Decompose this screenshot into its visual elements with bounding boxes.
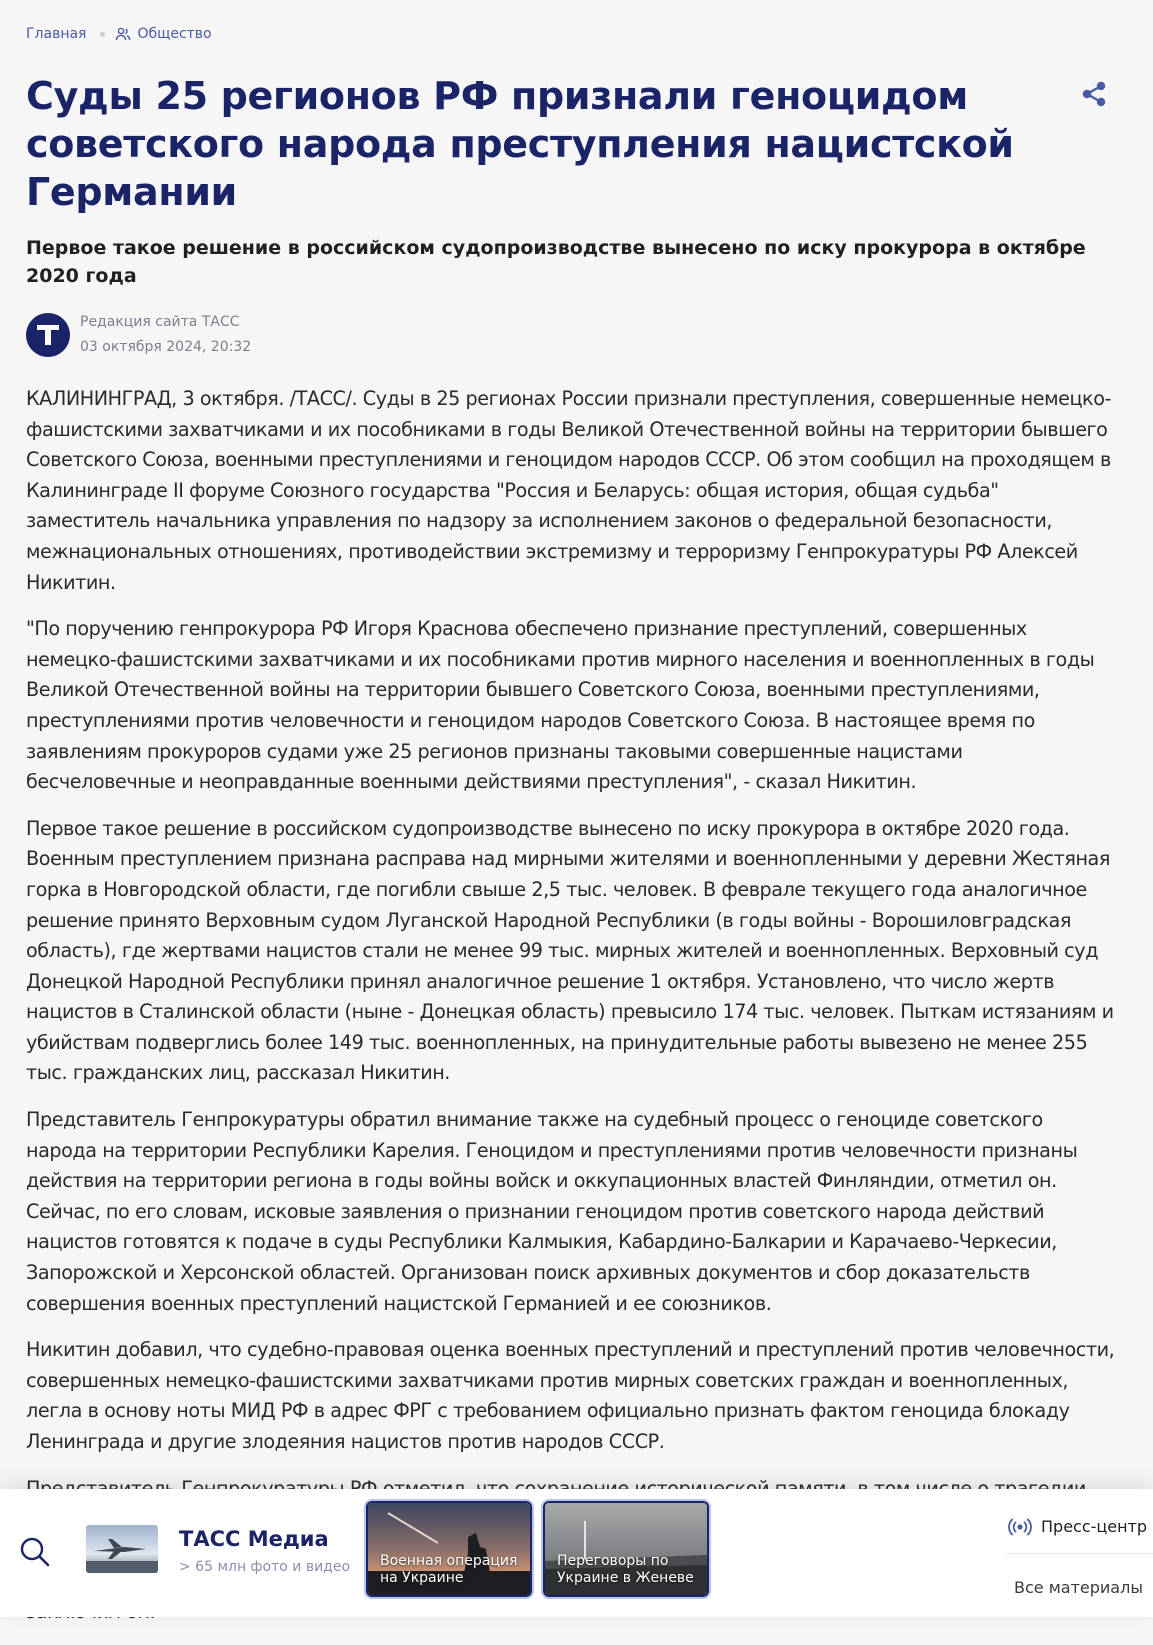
promo-card-military-operation[interactable] <box>366 1501 532 1597</box>
tass-logo-icon <box>34 321 62 349</box>
avatar <box>26 313 70 357</box>
media-subtitle: > 65 млн фото и видео <box>179 1559 351 1575</box>
divider <box>1007 1553 1153 1554</box>
media-title-link[interactable]: ТАСС Медиа <box>179 1527 329 1551</box>
bottom-promo-bar <box>0 1489 1153 1617</box>
page-title: Суды 25 регионов РФ признали геноцидом советского народа преступления нацистской Германии <box>26 74 1014 214</box>
radio-icon <box>1007 1518 1033 1536</box>
press-center-link[interactable] <box>1007 1517 1147 1536</box>
paragraph: "По поручению генпрокурора РФ Игоря Краснова обеспечено признание преступлений, совершенных немецко-фашистскими захватчиками и их пособниками против мирного населения и военнопленных в годы Великой Отечественной войны на территории бывшего Советского Союза, военными преступлениями, преступлениями против человечности и геноцидом народов Советского Союза. В настоящее время по заявлениям прокуроров судами уже 25 регионов признаны таковыми совершенные нацистами бесчеловечные и неоправданные военными действиями преступления", - сказал Никитин. <box>26 617 1095 794</box>
author-block <box>26 310 251 360</box>
breadcrumb-separator <box>100 32 105 37</box>
publish-date: 03 октября 2024, 20:32 <box>80 339 252 355</box>
author-meta <box>80 310 251 360</box>
press-center-label: Пресс-центр <box>1041 1517 1148 1536</box>
share-icon[interactable] <box>1078 78 1110 110</box>
paragraph: Представитель Генпрокуратуры обратил внимание также на судебный процесс о геноциде советского народа на территории Республики Карелия. Геноцидом и преступлениями против человечности признаны действия на территории региона в годы войны войск и оккупационных властей Финляндии, отметил он. Сейчас, по его словам, исковые заявления о признании геноцидом против советского народа действий нацистов готовятся к подаче в суды Республики Калмыкия, Кабардино-Балкарии и Карачаево-Черкесии, Запорожской и Херсонской областей. Организован поиск архивных документов и сбор доказательств совершения военных преступлений нацистской Германией и ее союзников. <box>26 1108 1078 1315</box>
paragraph: Первое такое решение в российском судопроизводстве вынесено по иску прокурора в октябре 2020 года. Военным преступлением признана расправа над мирными жителями и военнопленными у деревни Жестяная горка в Новгородской области, где погибли свыше 2,5 тыс. человек. В феврале текущего года аналогичное решение принято Верховным судом Луганской Народной Республики (в годы войны - Ворошиловградская область), где жертвами нацистов стали не менее 99 тыс. мирных жителей и военнопленных. Верховный суд Донецкой Народной Республики принял аналогичное решение 1 октября. Установлено, что число жертв нацистов в Сталинской области (ныне - Донецкая область) превысило 174 тыс. человек. Пыткам истязаниям и убийствам подверглись более 149 тыс. военнопленных, на принудительные работы вывезено не менее 255 тыс. гражданских лиц, рассказал Никитин. <box>26 816 1114 1085</box>
article-subtitle: Первое такое решение в российском судопроизводстве вынесено по иску прокурора в октябре 2020 года <box>26 237 1086 287</box>
search-icon[interactable] <box>18 1535 52 1569</box>
promo-card-geneva-talks[interactable] <box>543 1501 709 1597</box>
paragraph: КАЛИНИНГРАД, 3 октября. /ТАСС/. Суды в 25 регионах России признали преступления, совершенные немецко-фашистскими захватчиками и их пособниками в годы Великой Отечественной войны на территории бывшего Советского Союза, военными преступлениями и геноцидом народов СССР. Об этом сообщил на проходящем в Калининграде II форуме Союзного государства "Россия и Беларусь: общая история, общая судьба" заместитель начальника управления по надзору за исполнением законов о федеральной безопасности, межнациональных отношениях, противодействии экстремизму и терроризму Генпрокуратуры РФ Алексей Никитин. <box>26 387 1111 594</box>
article-body <box>26 384 1116 1520</box>
media-thumbnail[interactable] <box>86 1525 158 1573</box>
breadcrumb-section[interactable]: Общество <box>137 26 212 42</box>
breadcrumb-home[interactable]: Главная <box>26 26 87 42</box>
breadcrumb <box>26 26 212 42</box>
author-name: Редакция сайта ТАСС <box>80 314 240 330</box>
promo-card-label: Переговоры по Украине в Женеве <box>557 1553 694 1586</box>
promo-card-label: Военная операция на Украине <box>380 1553 518 1586</box>
paragraph: Никитин добавил, что судебно-правовая оценка военных преступлений и преступлений против человечности, совершенных немецко-фашистскими захватчиками против мирных советских граждан и военнопленных, легла в основу ноты МИД РФ в адрес ФРГ с требованием официально признать фактом геноцида блокаду Ленинграда и другие злодеяния нацистов против народов СССР. <box>26 1338 1115 1453</box>
all-materials-link[interactable]: Все материалы <box>1014 1578 1143 1597</box>
people-icon <box>115 26 131 42</box>
